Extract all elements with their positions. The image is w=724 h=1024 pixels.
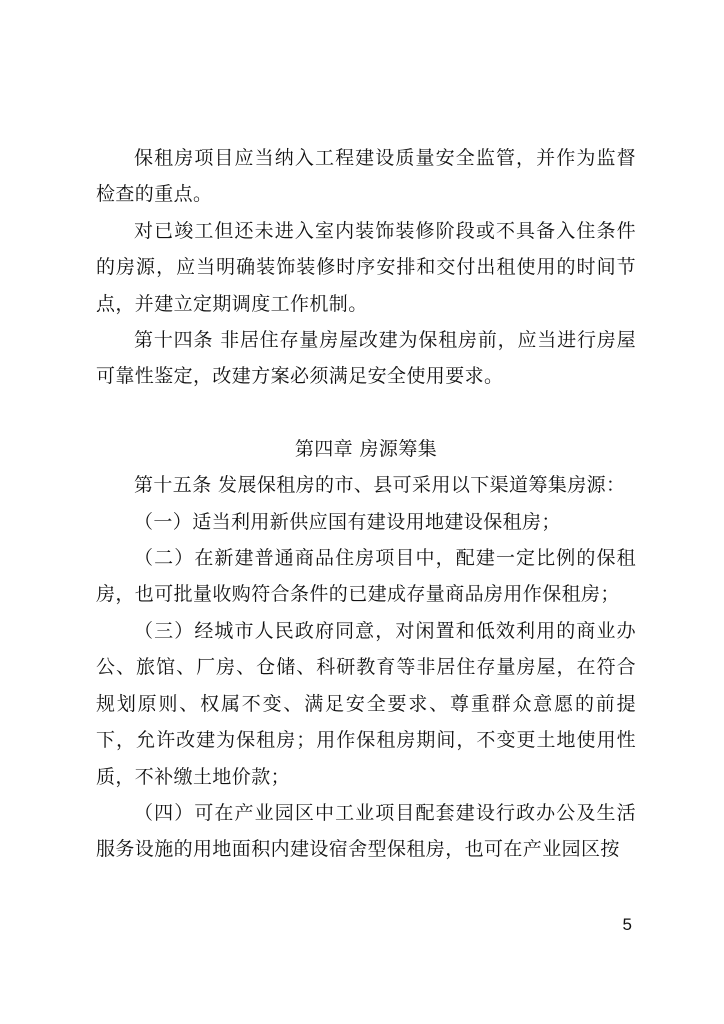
paragraph-1: 保租房项目应当纳入工程建设质量安全监管，并作为监督检查的重点。 <box>96 147 636 206</box>
page-number: 5 <box>622 915 632 934</box>
item-1-paragraph: （一）适当利用新供应国有建设用地建设保租房； <box>134 510 561 533</box>
item-4-paragraph: （四）可在产业园区中工业项目配套建设行政办公及生活服务设施的用地面积内建设宿舍型保租房，也可在产业园区按 <box>96 801 636 861</box>
section-gap <box>96 395 636 431</box>
paragraph-2: 对已竣工但还未进入室内装饰装修阶段或不具备入住条件的房源，应当明确装饰装修时序安排和交付出租使用的时间节点，并建立定期调度工作机制。 <box>96 219 636 315</box>
chapter-heading: 第四章 房源筹集 <box>294 437 438 460</box>
article-15-paragraph: 第十五条 发展保租房的市、县可采用以下渠道筹集房源： <box>134 474 626 497</box>
article-14-paragraph: 第十四条 非居住存量房屋改建为保租房前，应当进行房屋可靠性鉴定，改建方案必须满足安全使用要求。 <box>96 329 636 388</box>
item-2-paragraph: （二）在新建普通商品住房项目中，配建一定比例的保租房，也可批量收购符合条件的已建成存量商品房用作保租房； <box>96 547 636 606</box>
document-body <box>96 140 636 868</box>
item-3-paragraph: （三）经城市人民政府同意，对闲置和低效利用的商业办公、旅馆、厂房、仓储、科研教育等非居住存量房屋，在符合规划原则、权属不变、满足安全要求、尊重群众意愿的前提下，允许改建为保租房；用作保租房期间，不变更土地使用性质，不补缴土地价款； <box>96 619 636 788</box>
